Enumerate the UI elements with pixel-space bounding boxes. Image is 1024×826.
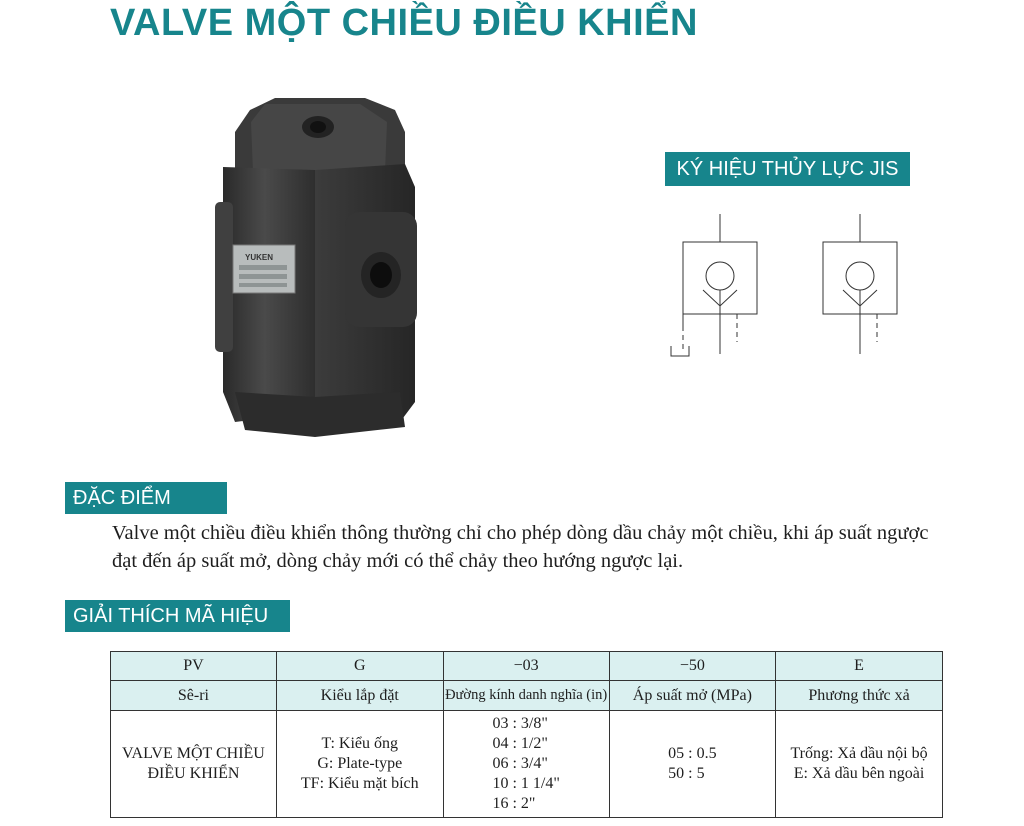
code-cell: −03 bbox=[443, 652, 609, 681]
hydraulic-symbols bbox=[665, 214, 905, 364]
drain-option: E: Xả dầu bên ngoài bbox=[793, 765, 925, 782]
mounting-cell bbox=[276, 711, 443, 818]
header-cell: Sê-ri bbox=[111, 681, 277, 711]
diameter-option: 03 : 3/8" bbox=[492, 715, 548, 732]
model-code-table bbox=[110, 651, 943, 818]
header-cell: Phương thức xả bbox=[776, 681, 943, 711]
pressure-option: 50 : 5 bbox=[668, 765, 705, 782]
jis-symbol-label: KÝ HIỆU THỦY LỰC JIS bbox=[665, 152, 910, 186]
code-row bbox=[111, 652, 943, 681]
series-cell bbox=[111, 711, 277, 818]
pressure-option: 05 : 0.5 bbox=[668, 745, 717, 762]
header-cell: Kiểu lắp đặt bbox=[276, 681, 443, 711]
drain-cell bbox=[776, 711, 943, 818]
nameplate-brand: YUKEN bbox=[245, 253, 274, 262]
mounting-option: T: Kiểu ống bbox=[321, 735, 399, 752]
diameter-cell bbox=[443, 711, 609, 818]
header-cell: Áp suất mở (MPa) bbox=[609, 681, 775, 711]
features-label: ĐẶC ĐIỂM bbox=[65, 482, 227, 514]
diameter-option: 16 : 2" bbox=[492, 795, 536, 812]
value-row bbox=[111, 711, 943, 818]
code-explanation-label: GIẢI THÍCH MÃ HIỆU bbox=[65, 600, 290, 632]
drain-option: Trống: Xả dầu nội bộ bbox=[790, 745, 928, 762]
code-cell: PV bbox=[111, 652, 277, 681]
code-cell: G bbox=[276, 652, 443, 681]
mounting-option: G: Plate-type bbox=[317, 755, 403, 772]
diameter-option: 06 : 3/4" bbox=[492, 755, 548, 772]
pressure-cell bbox=[609, 711, 775, 818]
series-line: ĐIỀU KHIỂN bbox=[147, 765, 240, 782]
code-cell: −50 bbox=[609, 652, 775, 681]
header-cell: Đường kính danh nghĩa (in) bbox=[443, 681, 609, 711]
valve-product-photo bbox=[205, 92, 430, 447]
header-row bbox=[111, 681, 943, 711]
diameter-option: 10 : 1 1/4" bbox=[492, 775, 560, 792]
code-cell: E bbox=[776, 652, 943, 681]
features-description: Valve một chiều điều khiển thông thường chỉ cho phép dòng dầu chảy một chiều, khi áp suất ngược đạt đến áp suất mở, dòng chảy mới có thể chảy theo hướng ngược lại. bbox=[112, 522, 929, 572]
series-line: VALVE MỘT CHIỀU bbox=[122, 745, 265, 762]
diameter-option: 04 : 1/2" bbox=[492, 735, 548, 752]
page-title: VALVE MỘT CHIỀU ĐIỀU KHIỂN bbox=[110, 2, 698, 44]
mounting-option: TF: Kiểu mặt bích bbox=[300, 775, 419, 792]
